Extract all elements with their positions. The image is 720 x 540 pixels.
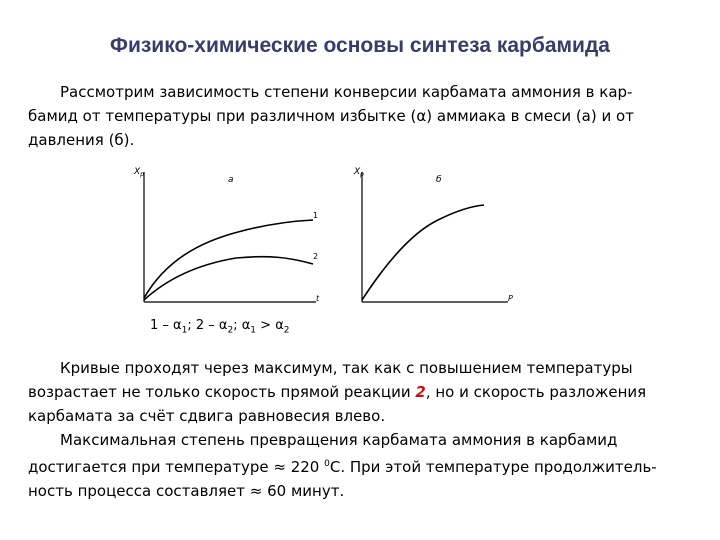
figure-b-panel-label: б <box>436 175 442 185</box>
intro-line-2: бамид от температуры при различном избытке (α) аммиака в смеси (а) и от <box>28 107 634 125</box>
figure-a-y-label: $X_p$ <box>134 167 144 178</box>
figure-a-curve-2 <box>144 257 313 300</box>
figure-legend: $1 - \alpha_1$; $2 - \alpha_2$; $\alpha_1 > \alpha_2$ <box>150 318 290 336</box>
figure-a-panel-label: а <box>228 175 234 185</box>
body-line-1: Кривые проходят через максимум, так как с повышением температуры <box>60 359 633 377</box>
figure-b-y-label: $X_p$ <box>354 167 364 178</box>
figure-a-curve-1-label: 1 <box>313 211 319 220</box>
intro-paragraph <box>28 80 700 152</box>
intro-line-3: давления (б). <box>28 131 135 149</box>
body-line-5: достигается при температуре ≈ 220 $^0$С. При этой температуре продолжитель- <box>28 458 657 476</box>
body-line-2: возрастает не только скорость прямой реакции 2, но и скорость разложения <box>28 383 647 401</box>
figure-b-x-label: P <box>508 294 513 303</box>
figure-a-x-label: t <box>316 294 320 303</box>
figure-b-curve <box>362 205 484 300</box>
body-line-6: ность процесса составляет ≈ 60 минут. <box>28 482 345 500</box>
body-paragraph <box>28 356 700 503</box>
figure-b <box>353 167 513 303</box>
reaction-number-highlight: 2 <box>415 383 426 401</box>
page-title: Физико-химические основы синтеза карбамида <box>110 34 610 57</box>
intro-line-1: Рассмотрим зависимость степени конверсии карбамата аммония в кар- <box>60 83 633 101</box>
figures <box>108 160 528 320</box>
figure-a <box>133 167 320 303</box>
body-line-4: Максимальная степень превращения карбамата аммония в карбамид <box>60 431 618 449</box>
body-line-3: карбамата за счёт сдвига равновесия влево. <box>28 407 386 425</box>
figure-a-curve-2-label: 2 <box>313 252 319 261</box>
